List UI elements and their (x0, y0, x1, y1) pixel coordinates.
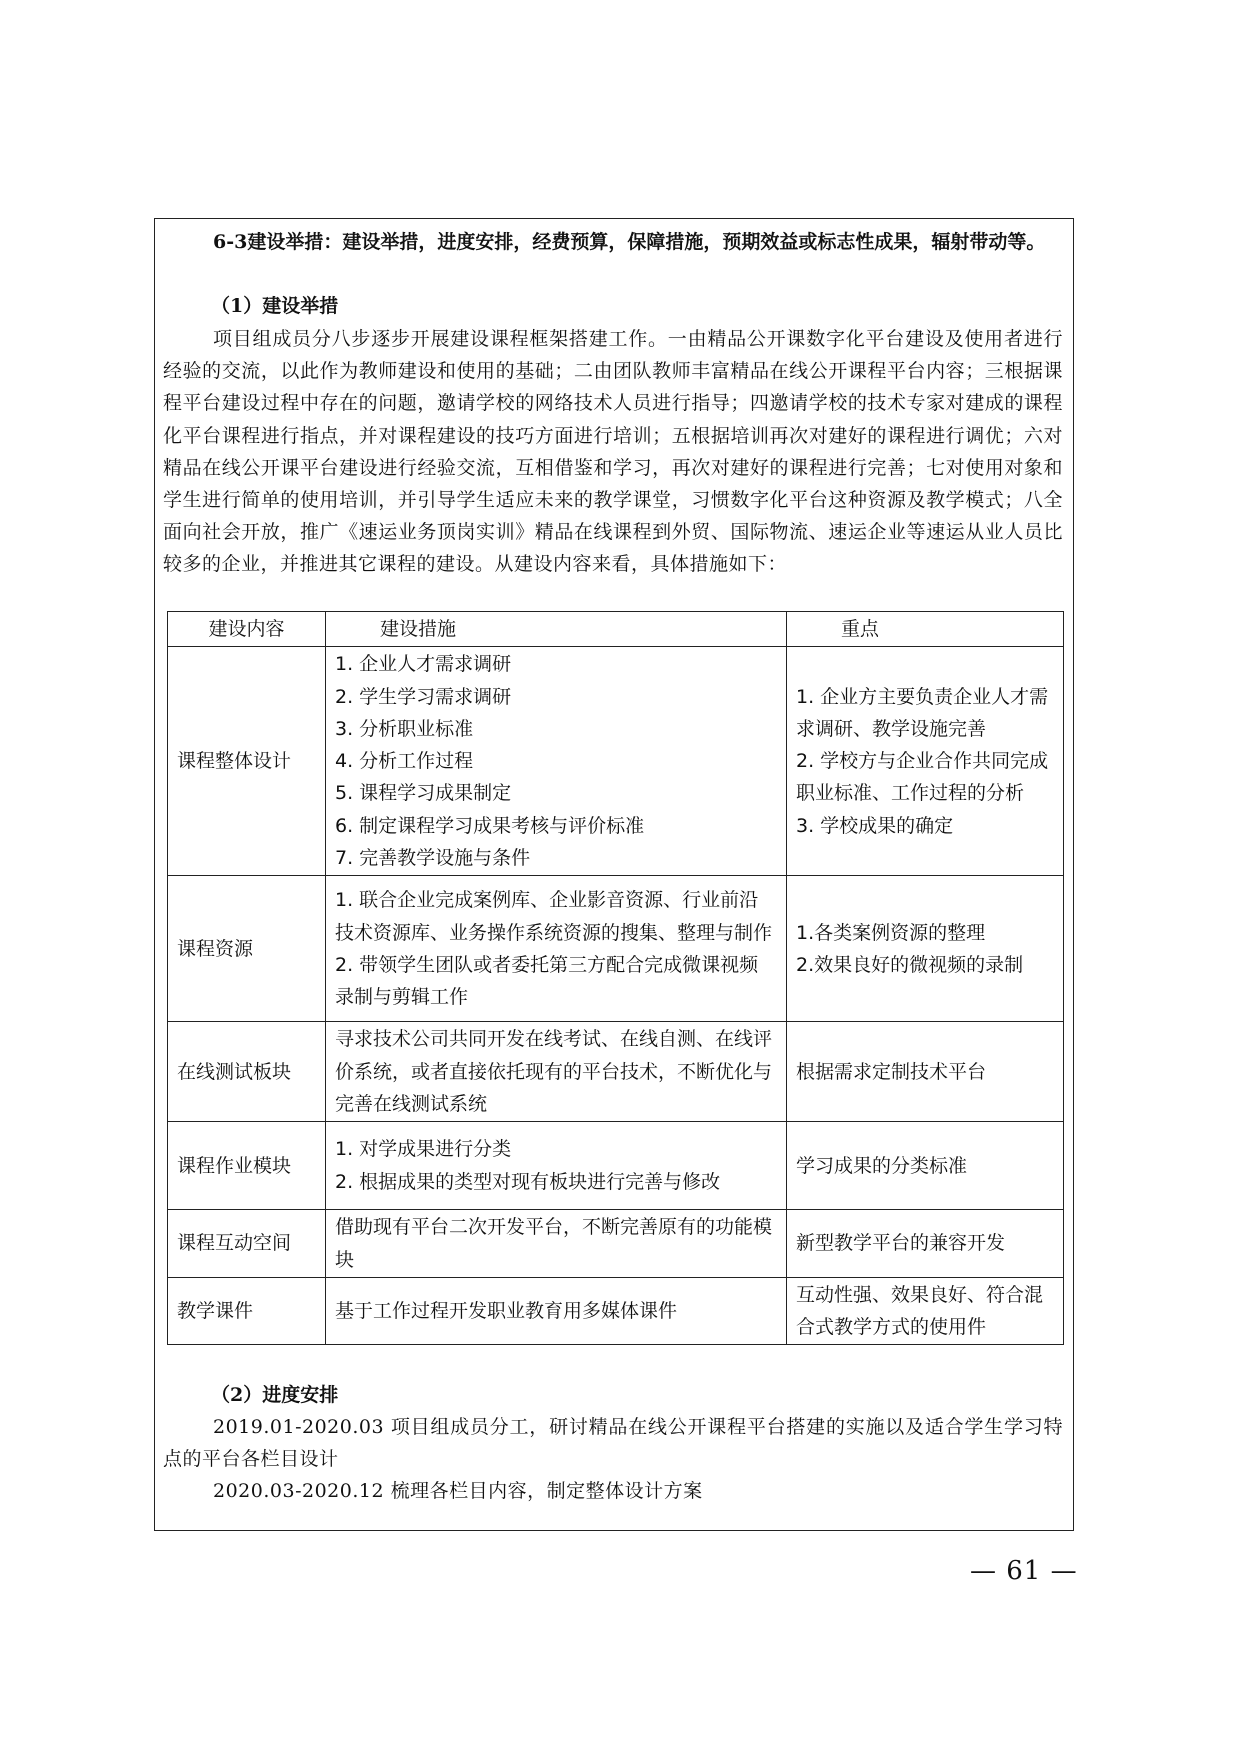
measure-line: 5. 课程学习成果制定 (335, 782, 512, 805)
section1-paragraph: 项目组成员分八步逐步开展建设课程框架搭建工作。一由精品公开课数字化平台建设及使用者进行经验的交流，以此作为教师建设和使用的基础；二由团队教师丰富精品在线公开课程平台内容；三根据课程平台建设过程中存在的问题，邀请学校的网络技术人员进行指导；四邀请学校的技术专家对建成的课程化平台课程进行指点，并对课程建设的技巧方面进行培训；五根据培训再次对建好的课程进行调优；六对精品在线公开课平台建设进行经验交流，互相借鉴和学习，再次对建好的课程进行完善；七对使用对象和学生进行简单的使用培训，并引导学生适应未来的教学课堂，习惯数字化平台这种资源及教学模式；八全面向社会开放，推广《速运业务顶岗实训》精品在线课程到外贸、国际物流、速运企业等速运从业人员比较多的企业，并推进其它课程的建设。从建设内容来看，具体措施如下： (163, 328, 1063, 576)
measure-line: 借助现有平台二次开发平台，不断完善原有的功能模块 (335, 1216, 773, 1271)
table-row (168, 1022, 1064, 1122)
measure-line: 7. 完善教学设施与条件 (335, 847, 531, 870)
focus-line: 2. 学校方与企业合作共同完成职业标准、工作过程的分析 (796, 750, 1049, 805)
measures-table (167, 611, 1064, 1345)
cell-measures (326, 1277, 787, 1345)
page-number: — 61 — (970, 1556, 1078, 1586)
cell-measures (326, 1122, 787, 1210)
section2-title: （2）进度安排 (211, 1384, 339, 1406)
cell-measures (326, 876, 787, 1022)
focus-line: 新型教学平台的兼容开发 (796, 1232, 1006, 1255)
table-row (168, 1210, 1064, 1278)
measure-line: 4. 分析工作过程 (335, 750, 474, 773)
cell-content: 在线测试板块 (168, 1022, 326, 1122)
table-header-row (168, 612, 1064, 647)
focus-line: 3. 学校成果的确定 (796, 814, 954, 837)
cell-content: 课程互动空间 (168, 1210, 326, 1278)
header-measures: 建设措施 (326, 612, 787, 647)
cell-content: 教学课件 (168, 1277, 326, 1345)
cell-focus (787, 1022, 1064, 1122)
cell-focus (787, 1277, 1064, 1345)
focus-line: 根据需求定制技术平台 (796, 1060, 987, 1083)
measure-line: 2. 学生学习需求调研 (335, 685, 512, 708)
header-focus: 重点 (787, 612, 1064, 647)
focus-line: 互动性强、效果良好、符合混合式教学方式的使用件 (796, 1283, 1044, 1339)
section-heading: 6-3建设举措：建设举措，进度安排，经费预算，保障措施，预期效益或标志性成果，辐射带动等。 (213, 231, 1046, 253)
measure-line: 3. 分析职业标准 (335, 717, 474, 740)
cell-content: 课程资源 (168, 876, 326, 1022)
measure-line: 1. 企业人才需求调研 (335, 653, 512, 676)
cell-focus (787, 1122, 1064, 1210)
content-frame (154, 218, 1074, 1531)
table-row (168, 1277, 1064, 1345)
cell-content: 课程作业模块 (168, 1122, 326, 1210)
cell-focus (787, 647, 1064, 876)
table-row (168, 1122, 1064, 1210)
measure-line: 2. 根据成果的类型对现有板块进行完善与修改 (335, 1170, 721, 1193)
measure-line: 1. 对学成果进行分类 (335, 1138, 512, 1161)
header-content: 建设内容 (168, 612, 326, 647)
measure-line: 寻求技术公司共同开发在线考试、在线自测、在线评价系统，或者直接依托现有的平台技术，不断优化与完善在线测试系统 (335, 1028, 773, 1115)
table-body (168, 647, 1064, 1345)
cell-focus (787, 1210, 1064, 1278)
focus-line: 2.效果良好的微视频的录制 (796, 953, 1024, 976)
focus-line: 1.各类案例资源的整理 (796, 921, 986, 944)
section1-title: （1）建设举措 (211, 295, 339, 317)
focus-line: 1. 企业方主要负责企业人才需求调研、教学设施完善 (796, 685, 1049, 740)
schedule-item: 2020.03-2020.12 梳理各栏目内容，制定整体设计方案 (213, 1480, 703, 1502)
cell-measures (326, 647, 787, 876)
cell-focus (787, 876, 1064, 1022)
table-row (168, 647, 1064, 876)
cell-measures (326, 1022, 787, 1122)
focus-line: 学习成果的分类标准 (796, 1154, 968, 1177)
measure-line: 6. 制定课程学习成果考核与评价标准 (335, 814, 645, 837)
measure-line: 基于工作过程开发职业教育用多媒体课件 (335, 1300, 678, 1322)
cell-measures (326, 1210, 787, 1278)
cell-content: 课程整体设计 (168, 647, 326, 876)
measure-line: 2. 带领学生团队或者委托第三方配合完成微课视频录制与剪辑工作 (335, 953, 759, 1009)
table-row (168, 876, 1064, 1022)
schedule-item: 2019.01-2020.03 项目组成员分工，研讨精品在线公开课程平台搭建的实施以及适合学生学习特点的平台各栏目设计 (163, 1416, 1063, 1471)
measure-line: 1. 联合企业完成案例库、企业影音资源、行业前沿技术资源库、业务操作系统资源的搜集、整理与制作 (335, 889, 773, 944)
